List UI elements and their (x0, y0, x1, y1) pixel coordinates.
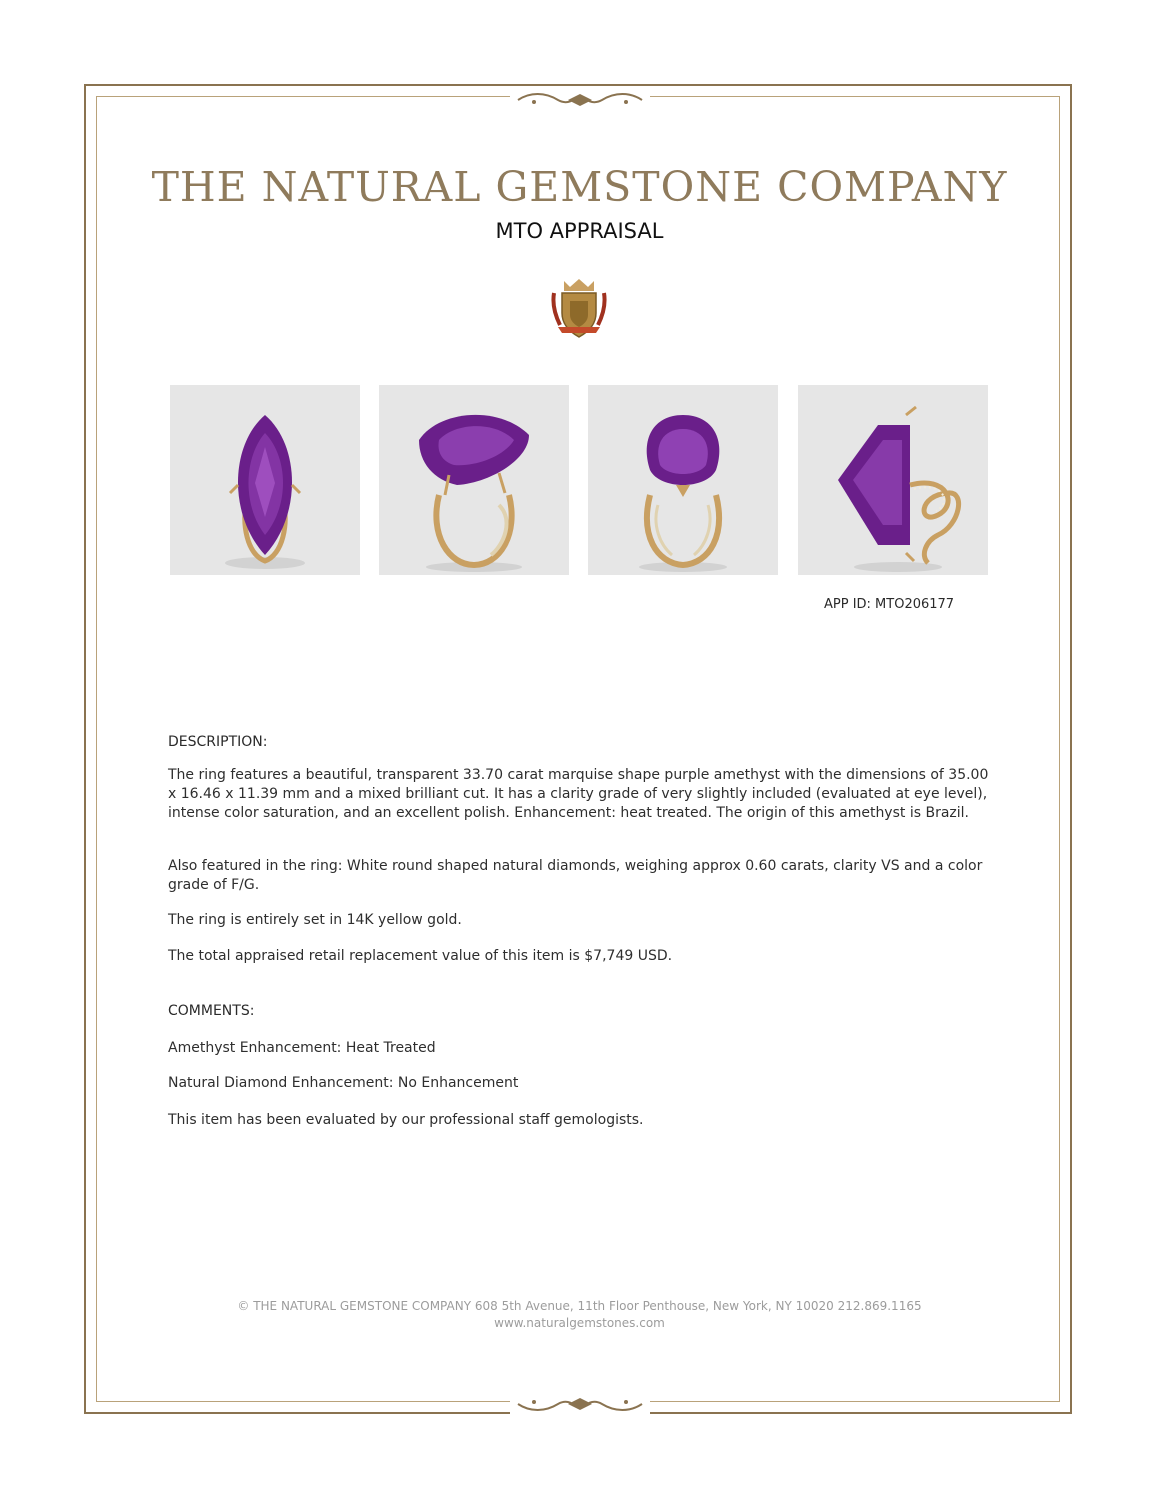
comment-line-2: Natural Diamond Enhancement: No Enhancement (168, 1075, 519, 1091)
ring-photo-2 (379, 385, 569, 575)
company-title: THE NATURAL GEMSTONE COMPANY (151, 163, 1008, 211)
document-type: MTO APPRAISAL (495, 219, 664, 243)
footer-website-link[interactable]: www.naturalgemstones.com (494, 1316, 665, 1330)
comments-heading: COMMENTS: (168, 1003, 255, 1019)
description-heading: DESCRIPTION: (168, 734, 268, 750)
ring-photo-3 (588, 385, 778, 575)
comment-line-1: Amethyst Enhancement: Heat Treated (168, 1040, 436, 1056)
description-paragraph-1: The ring features a beautiful, transparent 33.70 carat marquise shape purple amethyst with the dimensions of 35.00 x 16.46 x 11.39 mm and a mixed brilliant cut. It has a clarity grade of very slightly included (evaluated at eye level), intense color saturation, and an excellent polish. Enhancement: heat treated. The origin of this amethyst is Brazil. (168, 767, 989, 821)
description-paragraph-3: The ring is entirely set in 14K yellow gold. (168, 912, 462, 928)
description-paragraph-2: Also featured in the ring: White round shaped natural diamonds, weighing approx 0.60 carats, clarity VS and a color grade of F/G. (168, 858, 983, 893)
app-id: APP ID: MTO206177 (824, 597, 955, 612)
ring-front-view-photo (170, 385, 360, 575)
comment-line-3: This item has been evaluated by our professional staff gemologists. (168, 1112, 644, 1128)
ring-photo-1 (170, 385, 360, 575)
ornament-bottom-icon (510, 1392, 650, 1416)
ring-side-angle-photo (379, 385, 569, 575)
description-paragraph-4: The total appraised retail replacement value of this item is $7,749 USD. (168, 948, 673, 964)
footer-address: © THE NATURAL GEMSTONE COMPANY 608 5th Avenue, 11th Floor Penthouse, New York, NY 10020 212.869.1165 (237, 1299, 922, 1313)
ring-photo-4 (798, 385, 988, 575)
ring-profile-photo (798, 385, 988, 575)
ornament-top-icon (510, 88, 650, 112)
crest-logo-icon (550, 275, 608, 340)
ring-top-down-photo (588, 385, 778, 575)
